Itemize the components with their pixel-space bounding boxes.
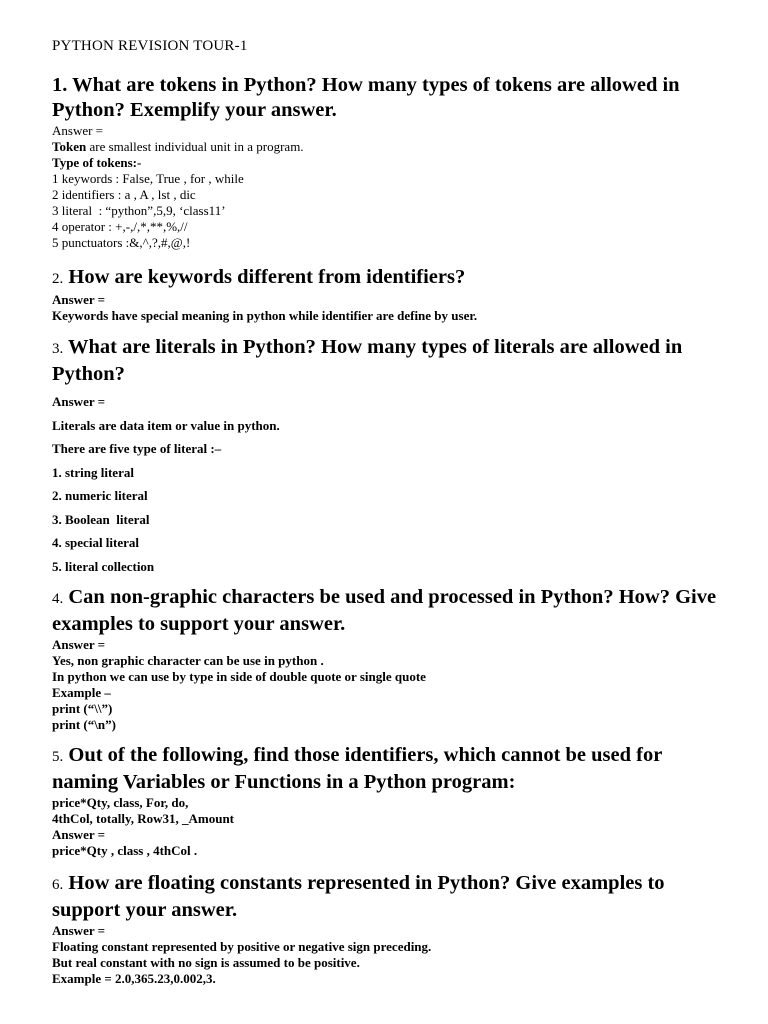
identifier-list-line: price*Qty, class, For, do, — [52, 795, 189, 810]
question-5-heading — [52, 743, 732, 795]
answer-line: 5 punctuators :&,^,?,#,@,! — [52, 235, 191, 250]
question-text: What are tokens in Python? How many types of tokens are allowed in Python? Exemplify your answer. — [52, 74, 680, 121]
question-4-heading — [52, 585, 732, 637]
question-text: Can non-graphic characters be used and processed in Python? How? Give examples to support your answer. — [52, 586, 717, 635]
token-definition — [52, 139, 732, 155]
question-3-heading — [52, 335, 732, 387]
question-3 — [52, 335, 732, 578]
question-1 — [52, 73, 732, 251]
answer-line: Keywords have special meaning in python while identifier are define by user. — [52, 308, 478, 323]
question-number: 5. — [52, 749, 64, 765]
answer-line: print (“\\”) — [52, 701, 113, 716]
question-2-heading — [52, 265, 732, 292]
question-6 — [52, 871, 732, 987]
question-text: Out of the following, find those identifiers, which cannot be used for naming Variables or Functions in a Python program: — [52, 744, 662, 793]
answer-line: Example = 2.0,365.23,0.002,3. — [52, 971, 216, 986]
question-text: What are literals in Python? How many types of literals are allowed in Python? — [52, 336, 683, 385]
answer-label: Answer = — [52, 123, 104, 138]
question-6-heading — [52, 871, 732, 923]
answer-line: 4 operator : +,-,/,*,**,%,// — [52, 219, 188, 234]
question-5 — [52, 743, 732, 859]
answer-line: Yes, non graphic character can be use in python . — [52, 653, 324, 668]
question-2 — [52, 265, 732, 324]
identifier-list-line: 4thCol, totally, Row31, _Amount — [52, 811, 235, 826]
answer-line: print (“\n”) — [52, 717, 116, 732]
answer-line: 2. numeric literal — [52, 488, 148, 503]
question-text: How are keywords different from identifiers? — [68, 266, 466, 288]
question-number: 1. — [52, 74, 68, 96]
answer-line: 1 keywords : False, True , for , while — [52, 171, 244, 186]
answer-label: Answer = — [52, 394, 106, 409]
answer-label: Answer = — [52, 292, 106, 307]
types-heading: Type of tokens:- — [52, 155, 142, 170]
question-1-heading — [52, 73, 732, 123]
answer-line: 3 literal : “python”,5,9, ‘class11’ — [52, 203, 226, 218]
answer-line: There are five type of literal :– — [52, 441, 222, 456]
answer-line: price*Qty , class , 4thCol . — [52, 843, 198, 858]
question-number: 3. — [52, 341, 64, 357]
answer-line: Literals are data item or value in python. — [52, 417, 280, 433]
answer-line: 2 identifiers : a , A , lst , dic — [52, 187, 196, 202]
question-number: 6. — [52, 877, 64, 893]
question-number: 4. — [52, 591, 64, 607]
answer-label: Answer = — [52, 637, 106, 652]
answer-line: But real constant with no sign is assumed to be positive. — [52, 955, 360, 970]
answer-line: 5. literal collection — [52, 558, 155, 574]
answer-line: Floating constant represented by positive or negative sign preceding. — [52, 939, 432, 954]
answer-line: 1. string literal — [52, 464, 134, 480]
answer-line: In python we can use by type in side of double quote or single quote — [52, 669, 426, 684]
answer-line: 4. special literal — [52, 535, 140, 550]
question-text: How are floating constants represented in Python? Give examples to support your answer. — [52, 872, 665, 921]
answer-line: 3. Boolean literal — [52, 511, 150, 527]
document-title: PYTHON REVISION TOUR-1 — [52, 38, 248, 54]
question-number: 2. — [52, 271, 64, 287]
answer-label: Answer = — [52, 827, 106, 842]
answer-label: Answer = — [52, 923, 106, 938]
token-definition-text: are smallest individual unit in a program. — [86, 139, 304, 154]
answer-line: Example – — [52, 685, 111, 700]
question-4 — [52, 585, 732, 733]
token-term: Token — [52, 139, 87, 154]
